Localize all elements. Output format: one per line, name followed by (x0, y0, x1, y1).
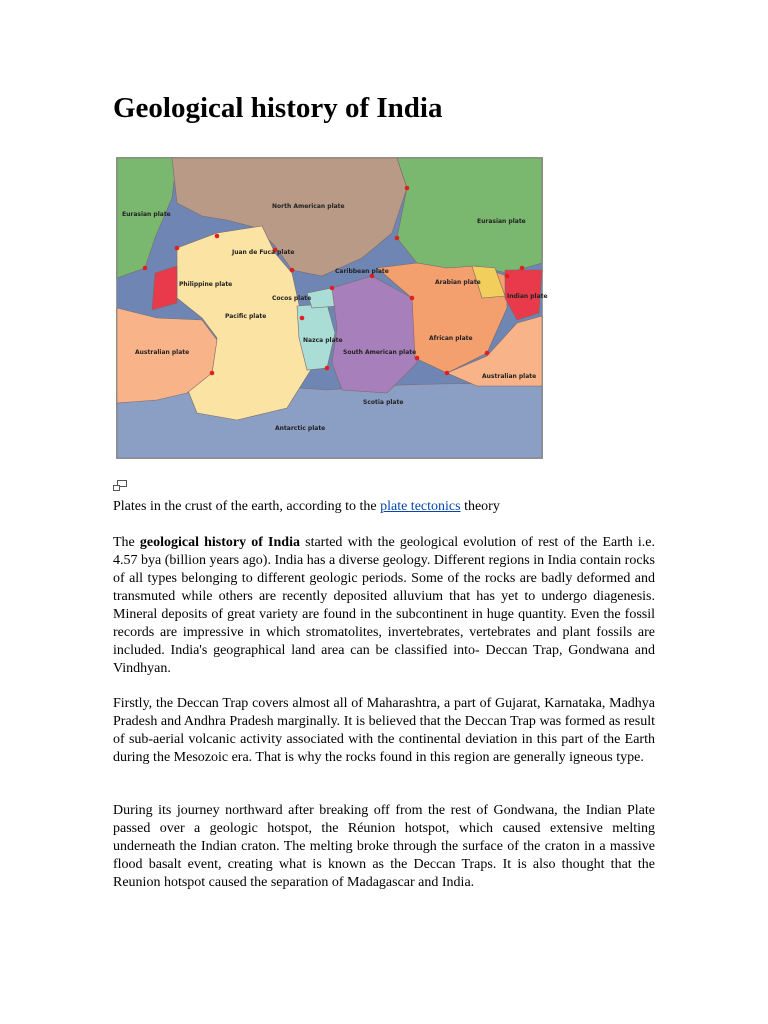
boundary-dot (210, 371, 215, 376)
boundary-dot (485, 351, 490, 356)
label-eurasian: Eurasian plate (477, 218, 526, 225)
label-caribbean: Caribbean plate (335, 268, 389, 275)
boundary-dot (143, 266, 148, 271)
boundary-dot (175, 246, 180, 251)
boundary-dot (330, 286, 335, 291)
paragraph-deccan-trap: Firstly, the Deccan Trap covers almost all of Maharashtra, a part of Gujarat, Karnataka, Madhya Pradesh and Andhra Pradesh marginally. It is believed that the Deccan Trap was formed as result of sub-aerial volcanic activity associated with the continental deviation in this part of the Earth during the Mesozoic era. That is why the rocks found in this region are generally igneous type. (113, 696, 655, 765)
eurasian-plate-region-right (397, 158, 542, 273)
label-juan-de-fuca: Juan de Fuca plate (232, 249, 295, 256)
caption-text-after: theory (460, 499, 500, 514)
label-south-american: South American plate (343, 349, 417, 356)
label-pacific: Pacific plate (225, 313, 267, 320)
boundary-dot (215, 234, 220, 239)
label-african: African plate (429, 335, 473, 342)
boundary-dot (325, 366, 330, 371)
plate-tectonics-link[interactable]: plate tectonics (380, 499, 461, 514)
intro-bold-term: geological history of India (139, 535, 300, 550)
boundary-dot (445, 371, 450, 376)
label-nazca: Nazca plate (303, 337, 343, 344)
label-north-american: North American plate (272, 203, 345, 210)
boundary-dot (410, 296, 415, 301)
label-eurasian-left: Eurasian plate (122, 211, 171, 218)
boundary-dot (395, 236, 400, 241)
boundary-dot (290, 268, 295, 273)
boundary-dot (520, 266, 525, 271)
label-philippine: Philippine plate (179, 281, 233, 288)
label-arabian: Arabian plate (435, 279, 481, 286)
label-australian-right: Australian plate (482, 373, 537, 380)
figure-caption (113, 498, 655, 516)
intro-lead: The (113, 535, 140, 550)
plates-map-graphic (117, 158, 548, 458)
label-cocos: Cocos plate (272, 295, 312, 302)
label-antarctic: Antarctic plate (275, 425, 326, 432)
south-american-plate-region (332, 276, 417, 393)
label-scotia: Scotia plate (363, 399, 404, 406)
caption-text-before: Plates in the crust of the earth, according to the (113, 499, 381, 514)
label-australian-left: Australian plate (135, 349, 190, 356)
paragraph-intro (113, 534, 655, 678)
philippine-plate-region (152, 266, 177, 310)
boundary-dot (300, 316, 305, 321)
boundary-dot (405, 186, 410, 191)
antarctic-plate-region (117, 384, 542, 458)
tectonic-plates-map[interactable] (116, 157, 548, 459)
boundary-dot (505, 274, 510, 279)
intro-rest: started with the geological evolution of rest of the Earth i.e. 4.57 bya (billion years ago). India has a diverse geology. Different regions in India contain rocks of all types belonging to different geologic periods. Some of the rocks are badly deformed and transmuted while others are recently deposited alluvium that has yet to undergo diagenesis. Mineral deposits of great variety are found in the subcontinent in huge quantity. Even the fossil records are impressive in which stromatolites, invertebrates, vertebrates and plant fossils are included. India's geographical land area can be classified into- Deccan Trap, Gondwana and Vindhyan. (113, 535, 656, 676)
page-title: Geological history of India (113, 92, 443, 124)
boundary-dot (415, 356, 420, 361)
label-indian: Indian plate (507, 293, 548, 300)
paragraph-reunion-hotspot: During its journey northward after breaking off from the rest of Gondwana, the Indian Plate passed over a geologic hotspot, the Réunion hotspot, which caused extensive melting underneath the Indian craton. The melting broke through the surface of the craton in a massive flood basalt event, creating what is known as the Deccan Traps. It is also thought that the Reunion hotspot caused the separation of Madagascar and India. (113, 803, 655, 890)
enlarge-icon[interactable] (113, 480, 127, 491)
